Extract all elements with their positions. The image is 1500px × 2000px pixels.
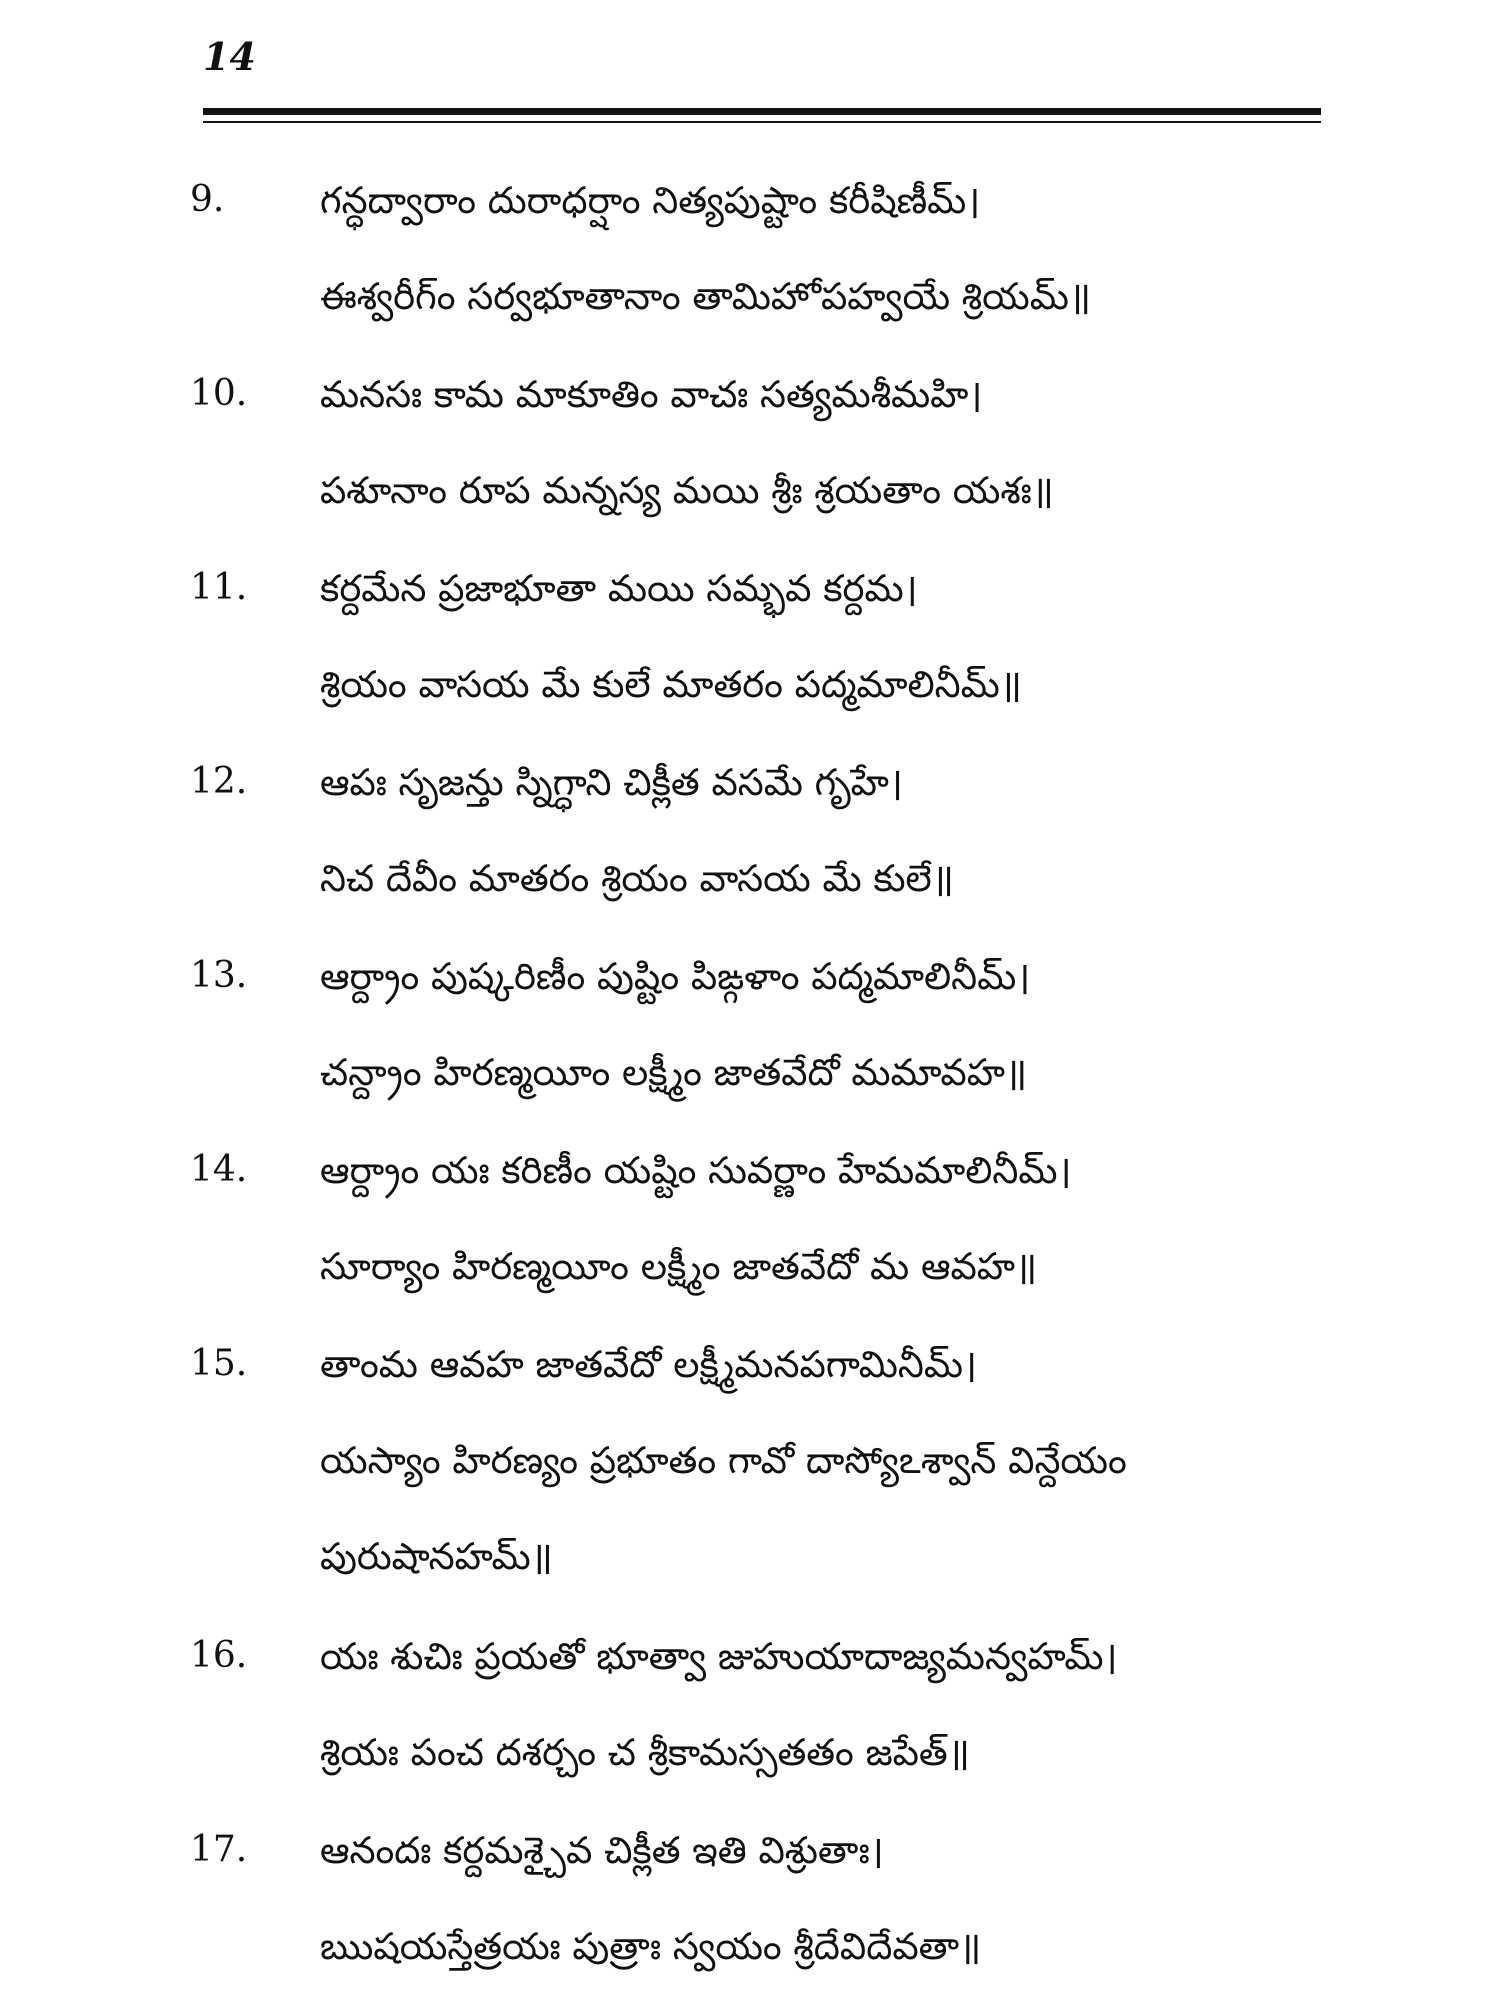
verse-line: నిచ దేవీం మాతరం శ్రియం వాసయ మే కులే॥	[320, 857, 954, 900]
verse-number: 14.	[190, 1149, 248, 1190]
verse-line: యస్యాం హిరణ్యం ప్రభూతం గావో దాస్యోఽశ్వాన్ విన్దేయం	[320, 1439, 1127, 1482]
verse-line: ఆపః సృజన్తు స్నిగ్ధాని చిక్లీత వసమే గృహే।	[320, 761, 903, 804]
verse-line: ఋషయస్తేత్రయః పుత్రాః స్వయం శ్రీదేవిదేవతా॥	[320, 1925, 982, 1968]
verse-line: యః శుచిః ప్రయతో భూత్వా జుహుయాదాజ్యమన్వహమ్।	[320, 1635, 1118, 1678]
verse-number: 12.	[190, 761, 248, 802]
verse-line: ఆర్ద్రాం యః కరిణీం యష్టిం సువర్ణాం హేమమాలినీమ్।	[320, 1149, 1072, 1192]
verse-line: సూర్యాం హిరణ్మయీం లక్ష్మీం జాతవేదో మ ఆవహ॥	[320, 1245, 1038, 1288]
verse-number: 9.	[190, 179, 225, 220]
verse-number: 16.	[190, 1635, 248, 1676]
verse-number: 17.	[190, 1829, 248, 1870]
verse-line: శ్రియః పంచ దశర్చం చ శ్రీకామస్సతతం జపేత్॥	[320, 1731, 970, 1774]
verse-line: చన్ద్రాం హిరణ్మయీం లక్ష్మీం జాతవేదో మమావహ॥	[320, 1051, 1028, 1094]
verse-line: పశూనాం రూప మన్నస్య మయి శ్రీః శ్రయతాం యశః॥	[320, 469, 1054, 512]
verse-line: కర్దమేన ప్రజాభూతా మయి సమ్భవ కర్దమ।	[320, 567, 918, 610]
verse-number: 11.	[190, 567, 248, 608]
verse-line: గన్ధద్వారాం దురాధర్షాం నిత్యపుష్టాం కరీషిణీమ్।	[320, 179, 981, 222]
verse-line: ఆనందః కర్దమశ్చైవ చిక్లీత ఇతి విశ్రుతాః।	[320, 1829, 884, 1872]
verse-line: తాంమ ఆవహ జాతవేదో లక్ష్మీమనపగామినీమ్।	[320, 1343, 977, 1386]
verse-line: ఆర్ద్రాం పుష్కరిణీం పుష్టిం పిఙ్గళాం పద్మమాలినీమ్।	[320, 955, 1031, 998]
verse-number: 13.	[190, 955, 248, 996]
verse-number: 10.	[190, 373, 248, 414]
page-number: 14	[203, 34, 256, 79]
verse-line: శ్రియం వాసయ మే కులే మాతరం పద్మమాలినీమ్॥	[320, 663, 1022, 706]
verse-number: 15.	[190, 1343, 248, 1384]
header-rule-thick	[203, 108, 1321, 115]
header-rule-thin	[203, 121, 1321, 123]
verse-line: పురుషానహమ్॥	[320, 1535, 553, 1578]
verse-list	[0, 130, 1500, 1980]
verse-line: ఈశ్వరీగ్ం సర్వభూతానాం తామిహోపహ్వయే శ్రియమ్॥	[320, 275, 1092, 318]
verse-line: మనసః కామ మాకూతిం వాచః సత్యమశీమహి।	[320, 373, 983, 416]
